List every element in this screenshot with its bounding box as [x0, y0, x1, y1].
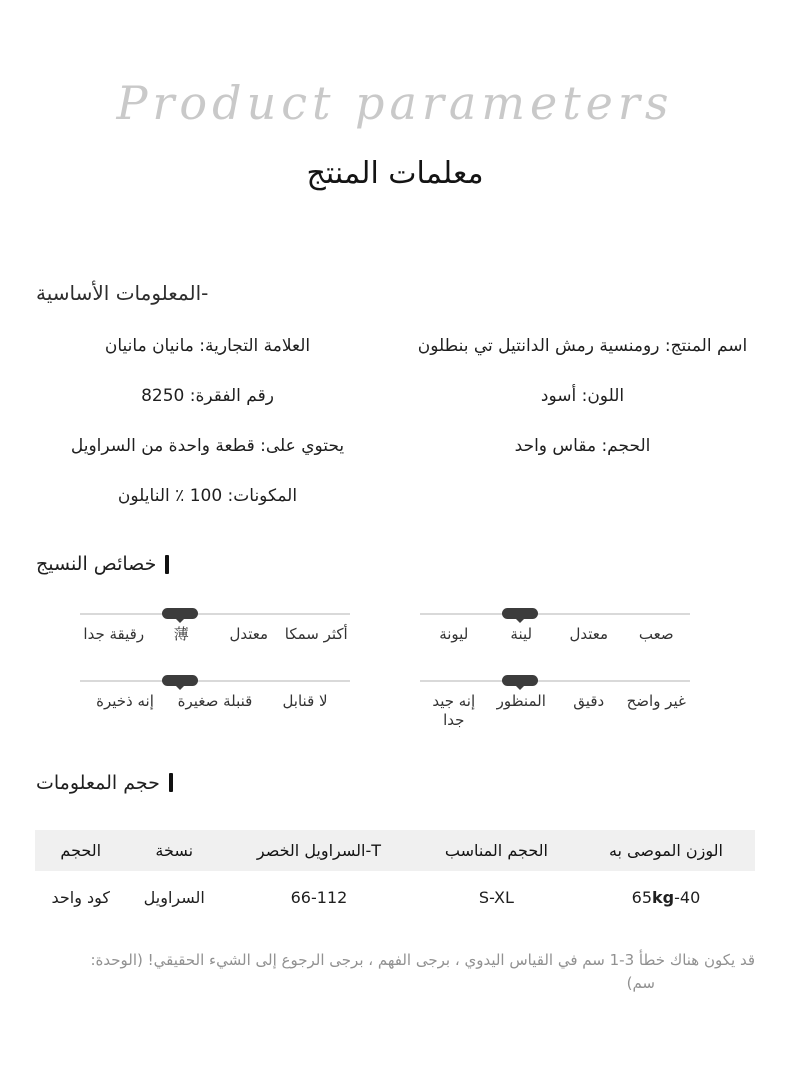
slider-label: إنه جيد جدا: [432, 691, 476, 729]
basic-info-grid: [35, 335, 755, 507]
field-composition: المكونات: 100 ٪ النايلون: [117, 486, 298, 507]
size-info-section: [0, 772, 790, 924]
slider-label: معتدل: [229, 624, 269, 643]
softness-handle: [502, 608, 538, 619]
cell-size: كود واحد: [51, 887, 111, 907]
thickness-handle: [162, 608, 198, 619]
slider-label: قنبلة صغيرة: [177, 691, 253, 710]
slider-label: لينة: [510, 624, 533, 643]
decorative-english-title: Product parameters: [116, 76, 674, 130]
slider-label: دقيق: [573, 691, 605, 710]
slider-label: المنظور: [496, 691, 546, 710]
size-section-title: حجم المعلومات: [36, 771, 160, 794]
section-bar: [169, 773, 173, 792]
weight-number: -40: [674, 887, 701, 907]
fabric-section-title: خصائص النسيج: [36, 553, 157, 576]
elasticity-slider: [80, 675, 350, 732]
thickness-track: [80, 608, 350, 620]
field-brand: العلامة التجارية: مانيان مانيان: [104, 336, 311, 356]
slider-label: غير واضح: [626, 691, 686, 710]
section-bar: [165, 555, 169, 574]
col-waist: T-السراويل الخصر: [222, 830, 416, 871]
page-title: معلمات المنتج: [306, 156, 484, 191]
softness-labels: [420, 625, 690, 665]
field-contains: يحتوي على: قطعة واحدة من السراويل: [70, 436, 345, 457]
cell-version: السراويل: [143, 887, 205, 907]
measurement-note: [35, 949, 755, 994]
fabric-slider-columns: [0, 608, 790, 742]
slider-label: لا قنابل: [282, 691, 328, 710]
transparency-track: [420, 675, 690, 687]
size-section-header: [36, 772, 173, 794]
fabric-column-left: [80, 608, 350, 742]
size-table-data-row: [35, 871, 755, 923]
elasticity-labels: [80, 692, 350, 732]
fabric-section-header: [36, 553, 169, 575]
transparency-handle: [502, 675, 538, 686]
transparency-labels: [420, 692, 690, 732]
col-size: الحجم: [35, 830, 126, 871]
slider-label: أكثر سمكا: [284, 624, 348, 643]
col-suitable-size: الحجم المناسب: [416, 830, 577, 871]
field-size: الحجم: مقاس واحد: [514, 436, 651, 457]
measurement-note-line2: سم): [626, 973, 655, 992]
elasticity-track: [80, 675, 350, 687]
col-recommended-weight: الوزن الموصى به: [577, 830, 755, 871]
size-table-header-row: [35, 830, 755, 871]
slider-label: صعب: [638, 624, 674, 643]
col-version: نسخة: [126, 830, 222, 871]
softness-slider: [420, 608, 690, 665]
fabric-column-right: [420, 608, 690, 742]
slider-label: رقيقة جدا: [83, 624, 145, 643]
measurement-note-line1: قد يكون هناك خطأ 3-1 سم في القياس اليدوي ، برجى الفهم ، برجى الرجوع إلى الشيء الحقيقي! (الوحدة:: [90, 951, 755, 970]
transparency-slider: [420, 675, 690, 732]
basic-info-section-title: -المعلومات الأساسية: [36, 281, 209, 305]
field-color: اللون: أسود: [540, 386, 625, 407]
slider-label: إنه ذخيرة: [96, 691, 154, 710]
cell-suitable-size: S-XL: [478, 887, 514, 907]
softness-track: [420, 608, 690, 620]
slider-label: 薄: [173, 624, 189, 643]
fabric-section: [0, 553, 790, 742]
cell-recommended-weight: [577, 871, 755, 923]
weight-unit: kg: [652, 887, 675, 907]
thickness-labels: [80, 625, 350, 665]
slider-label: ليونة: [439, 624, 469, 643]
field-item-number: رقم الفقرة: 8250: [141, 386, 274, 407]
cell-waist: 66-112: [290, 887, 348, 907]
weight-number: 65: [631, 887, 653, 907]
field-product-name: اسم المنتج: رومنسية رمش الدانتيل تي بنطلون: [417, 336, 748, 356]
spacer-cell: [410, 485, 755, 507]
size-table: [35, 830, 755, 923]
slider-label: معتدل: [569, 624, 609, 643]
thickness-slider: [80, 608, 350, 665]
elasticity-handle: [162, 675, 198, 686]
